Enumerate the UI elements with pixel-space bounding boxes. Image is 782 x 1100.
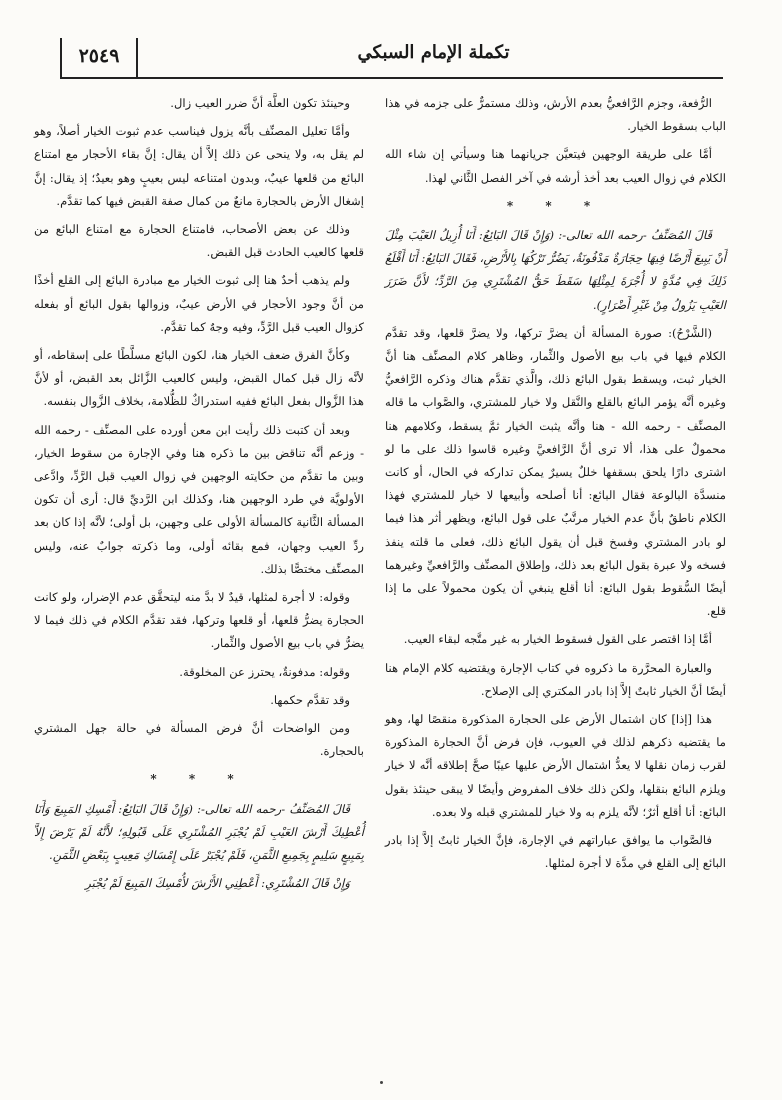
paragraph: وبعد أن كتبت ذلك رأيت ابن معن أورده على المصنِّف - رحمه الله - وزعم أنَّه تناقض بين ما ذكره هنا وفي الإجارة من سقوط الخيار، وبين ما تقدَّم من حكايته الوجهين في زوال العيب قبل الرَّدِّ، وادَّعى الأولويَّة في طرد الوجهين هنا، وكذلك ابن الرَّديِّ قال: أرى أن تكون المسألة الثَّانية كالمسألة الأولى على وجهين، بل أولى؛ لأنَّه إذا كان بعد ردِّ العيب وجهان، فمع بقائه أولى، وما ذكرته جوابٌ عنه، وليس المصنِّف مختصًّا بذلك. [34, 422, 364, 576]
paragraph: أمَّا على طريقة الوجهين فيتعيَّن جريانهما هنا وسيأتي إن شاء الله الكلام في زوال العيب بعد أخذ أرشه في آخر الفصل الثَّاني لهذا. [385, 147, 726, 185]
paragraph: وأمَّا تعليل المصنِّف بأنَّه يزول فيناسب عدم ثبوت الخيار أصلاً، وهو لم يقل به، ولا ينحى عن ذلك إلاَّ أن يقال: إنَّ بقاء الأحجار مع امتناع البائع من قلعها عيبٌ، وبدون امتناعه ليس بعيبٍ وهو بعيدٌ؛ إذ يقال: إنَّ إشغال الأرض بالحجارة مانعٌ من كمال صفة القبض فيها كما تقدَّم. [34, 124, 364, 208]
page-header [60, 38, 723, 79]
paragraph: الرُّفعة، وجزم الرَّافعيُّ بعدم الأرش، وذلك مستمرٌّ على جزمه في هذا الباب بسقوط الخيار. [385, 96, 726, 134]
paragraph: (الشَّرْحُ): صورة المسألة أن يضرَّ تركها، ولا يضرَّ قلعها، وقد تقدَّم الكلام فيها في باب بيع الأصول والثِّمار، وظاهر كلام المصنِّف هنا أنَّ الخيار ثبت، ويسقط بقول البائع ذلك، والَّذي تقدَّم هناك وذكره الرَّافعيُّ وغيره أنَّه يؤمر البائع بالقلع والنَّقل ولا خيار للمشتري، والصَّواب ما قاله المصنِّف - رحمه الله - هنا وأنَّه يثبت الخيار ثمَّ يسقط، وكلامهم هنا محمولٌ على هذا، ألا ترى أنَّ الرَّافعيَّ وغيره قاسوا ذلك على ما لو اشترى دارًا يلحق بسقفها خللٌ يسيرٌ يمكن تداركه في الحال، أو كانت منسدَّة البالوعة فقال البائع: أنا أصلحه وأبيعها لا خيار للمشتري فهذا الكلام ناطقٌ بأنَّ عدم الخيار مرتَّبٌ على قول البائع، ويظهر أثر هذا فيما لو بادر المشتري وفسخ قبل أن يقول البائع ذلك، فعلى ما قلته ينفذ فسخه ولا عبرة بقول البائع بعد ذلك، وإطلاق المصنِّف والرَّافعيِّ وغيرهما أيضًا السُّقوط بقول البائع: أنا أقلع ينبغي أن يكون محمولاً على ما إذا قلع. [385, 325, 726, 619]
paragraph: أمَّا إذا اقتصر على القول فسقوط الخيار به غير متَّجه لبقاء العيب. [403, 632, 712, 647]
section-divider: * * * [150, 772, 248, 787]
quoted-matn: وَإِنْ قَالَ المُشْتَرِي: أَعْطِنِي الأَرْشَ لأُمْسِكَ المَبِيعَ لَمْ يُجْبَرِ [85, 876, 350, 891]
paragraph: ولم يذهب أحدٌ هنا إلى ثبوت الخيار مع مبادرة البائع إلى القلع أخذًا من أنَّ وجود الأحجار في الأرض عيبٌ، وزوالها بقول البائع أو بفعله كزوال العيب قبل الرَّدِّ، وفيه وجهٌ كما تقدَّم. [34, 273, 364, 334]
paragraph: وقد تقدَّم حكمها. [270, 692, 350, 707]
paragraph: وقوله: مدفونةٌ، يحترز عن المخلوقة. [179, 664, 350, 679]
quoted-matn: قَالَ المُصَنِّفُ -رحمه الله تعالى-: (وَإِنْ قَالَ البَائِعُ: أَمْسِكِ المَبِيعَ وَأَنَا أُعْطِيكَ أَرْشَ العَيْبِ لَمْ يُجْبَرِ المُشْتَرِي عَلَى قَبُولِهِ؛ لأَنَّهُ لَمْ يَرْضَ إِلاَّ بِمَبِيعٍ سَلِيمٍ بِجَمِيعِ الثَّمَنِ، فَلَمْ يُجْبَرْ عَلَى إِمْسَاكِ مَعِيبٍ بِبَعْضِ الثَّمَنِ. [34, 801, 364, 863]
text-column-right [385, 92, 726, 881]
page-number: ٢٥٤٩ [60, 38, 138, 77]
paragraph: وقوله: لا أجرة لمثلها، قيدٌ لا بدَّ منه ليتحقَّق عدم الإضرار، ولو كانت الحجارة يضرُّ قلعها، أو قلعها وتركها، فقد تقدَّم الكلام في ذلك فيما لا يضرُّ في باب بيع الأصول والثِّمار. [34, 590, 364, 651]
paragraph: والعبارة المحرَّرة ما ذكروه في كتاب الإجارة ويقتضيه كلام الإمام هنا أيضًا أنَّ الخيار ثابتٌ إلاَّ إذا بادر المكتري إلى الإصلاح. [385, 660, 726, 698]
paragraph: هذا [إذا] كان اشتمال الأرض على الحجارة المذكورة منقصًا لها، وهو ما يقتضيه ذكرهم لذلك في العيوب، فإن فرض أنَّ الحجارة المذكورة لقرب زمان نقلها لا يعدُّ اشتمال الأرض عليها عيبًا صحَّ إطلاقه أنَّه لا خيار ويلزم البائع بنقلها، ولكن ذلك خلاف المفروض وأيضًا لا يبقى حينئذ بقول البائع: أنا أقلع أثرٌ؛ لأنَّه يلزم به ولا خيار للمشتري قبله ولا بعده. [385, 712, 726, 819]
quoted-matn: قَالَ المُصَنِّفُ -رحمه الله تعالى-: (وَإِنْ قَالَ البَائِعُ: أَنَا أُزِيلُ العَيْبَ مِثْلَ أَنْ يَبِيعَ أَرْضًا فِيهَا حِجَارَةٌ مَدْفُونَةٌ، يَضُرُّ تَرْكُهَا بِالأَرْضِ، فَقَالَ البَائِعُ: أَنَا أَقْلَعُ ذَلِكَ فِي مُدَّةٍ لا أُجْرَةَ لِمِثْلِهَا سَقَطَ حَقُّ المُشْتَرِي مِنَ الرَّدِّ؛ لأَنَّ ضَرَرَ العَيْبِ يَزُولُ مِنْ غَيْرِ أَضْرَارٍ). [385, 228, 726, 312]
running-title: تكملة الإمام السبكي [357, 42, 510, 63]
section-divider: * * * [506, 198, 605, 213]
paragraph: وذلك عن بعض الأصحاب، فامتناع الحجارة مع امتناع البائع من قلعها كالعيب الحادث قبل القبض. [34, 222, 364, 260]
paragraph: وكأنَّ الفرق ضعف الخيار هنا، لكون البائع مسلَّطًا على إسقاطه، أو لأنَّه زال قبل كمال القبض، وليس كالعيب الزَّائل بعد القبض، أو لأنَّ هذا الزَّوال بفعل البائع ففيه استدراكٌ للظُّلامة، بخلاف الزَّوال بنفسه. [34, 348, 364, 409]
footer-mark [380, 1081, 383, 1084]
text-column-left [34, 92, 364, 901]
paragraph: فالصَّواب ما يوافق عباراتهم في الإجارة، فإنَّ الخيار ثابتٌ إلاَّ إذا بادر البائع إلى القلع في مدَّة لا أجرة لمثلها. [385, 833, 726, 871]
paragraph: ومن الواضحات أنَّ فرض المسألة في حالة جهل المشتري بالحجارة. [34, 721, 364, 759]
paragraph: وحينئذ تكون العلَّة أنَّ ضرر العيب زال. [170, 96, 350, 110]
